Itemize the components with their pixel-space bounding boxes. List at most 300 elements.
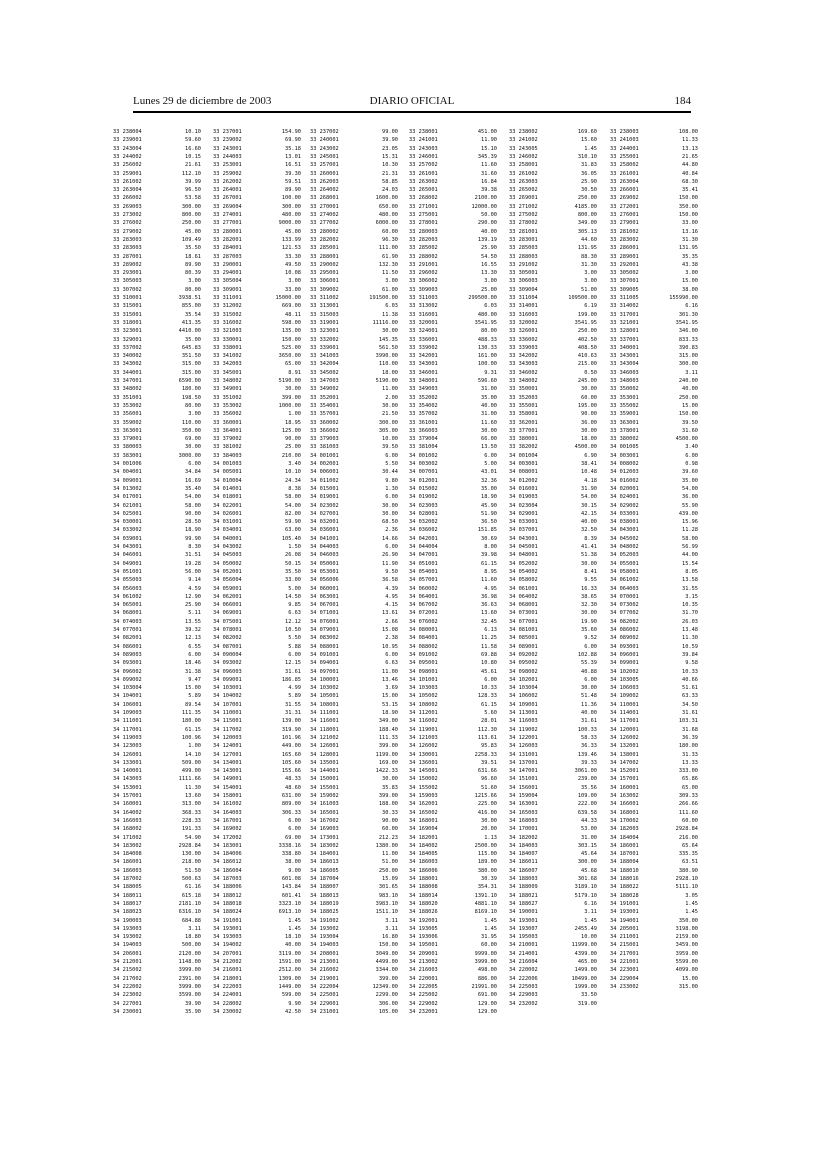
- row-value: 186.85: [281, 676, 301, 683]
- row-code: 33 282002: [310, 236, 339, 243]
- row-value: 48.33: [285, 776, 301, 783]
- row-code: 34 022001: [213, 502, 242, 509]
- row-value: 23.05: [382, 145, 398, 152]
- row-code: 34 207001: [213, 950, 242, 957]
- row-code: 34 154001: [213, 784, 242, 791]
- row-code: 34 114001: [610, 710, 639, 716]
- row-value: 100.00: [281, 195, 301, 202]
- row-value: 31.83: [581, 162, 597, 169]
- row-code: 33 360002: [310, 419, 339, 426]
- row-code: 34 213002: [409, 959, 438, 965]
- row-value: 50.00: [481, 212, 497, 218]
- row-value: 5190.00: [375, 378, 398, 384]
- row-code: 34 184005: [409, 851, 438, 858]
- row-value: 30.00: [382, 402, 398, 409]
- row-value: 61.15: [481, 560, 497, 567]
- row-code: 33 257002: [409, 162, 438, 169]
- row-value: 305.00: [378, 427, 398, 434]
- row-code: 33 380002: [610, 436, 639, 443]
- row-value: 3.00: [584, 270, 597, 277]
- row-value: 111.35: [181, 710, 201, 716]
- row-value: 191.33: [181, 826, 201, 833]
- row-code: 33 311003: [409, 295, 438, 301]
- row-value: 30.00: [581, 560, 597, 567]
- row-code: 34 053001: [310, 568, 339, 575]
- row-value: 53.00: [581, 826, 597, 833]
- row-value: 449.00: [281, 743, 301, 750]
- row-code: 34 119002: [509, 726, 538, 733]
- row-code: 34 073001: [509, 610, 538, 617]
- row-code: 33 269003: [113, 203, 142, 210]
- row-value: 499.00: [181, 768, 201, 775]
- row-value: 4185.00: [574, 203, 597, 210]
- row-code: 34 041001: [310, 535, 339, 542]
- row-value: 35.83: [382, 784, 398, 791]
- row-code: 34 188027: [509, 900, 538, 907]
- row-code: 33 379001: [113, 436, 142, 443]
- row-value: 35.00: [185, 336, 201, 343]
- row-code: 33 261001: [409, 170, 438, 177]
- row-code: 34 081001: [509, 627, 538, 633]
- row-code: 34 194003: [310, 942, 339, 949]
- row-code: 33 279002: [113, 228, 142, 235]
- row-value: 128.33: [477, 693, 497, 700]
- row-value: 150.00: [378, 942, 398, 949]
- row-code: 34 186001: [610, 842, 639, 849]
- row-code: 34 150002: [409, 776, 438, 783]
- row-code: 34 191002: [310, 917, 339, 924]
- row-value: 105.40: [281, 535, 301, 542]
- row-code: 33 340002: [113, 353, 142, 360]
- row-value: 65.00: [285, 361, 301, 368]
- row-value: 413.35: [181, 319, 201, 326]
- row-code: 34 169003: [310, 826, 339, 833]
- row-value: 3938.51: [178, 295, 201, 301]
- row-value: 8.95: [484, 568, 497, 575]
- row-value: 8.00: [484, 544, 497, 550]
- row-value: 39.90: [185, 1000, 201, 1007]
- row-code: 33 269001: [509, 195, 538, 202]
- row-value: 2512.00: [278, 967, 301, 974]
- row-code: 34 055001: [610, 560, 639, 567]
- row-code: 34 109003: [113, 710, 142, 716]
- row-value: 300.00: [281, 203, 301, 210]
- row-value: 1.45: [288, 925, 301, 932]
- row-code: 34 138001: [610, 751, 639, 758]
- row-value: 1511.10: [375, 909, 398, 916]
- row-code: 34 188025: [310, 909, 339, 916]
- row-code: 34 188003: [509, 876, 538, 882]
- row-value: 30.00: [285, 386, 301, 393]
- row-code: 33 343001: [409, 361, 438, 368]
- row-code: 34 184001: [310, 851, 339, 858]
- row-code: 34 165001: [310, 809, 339, 816]
- row-value: 315.00: [678, 353, 698, 360]
- row-code: 33 384003: [213, 452, 242, 459]
- row-code: 33 346002: [509, 369, 538, 376]
- row-value: 139.19: [477, 236, 497, 243]
- row-code: 34 065001: [113, 602, 142, 609]
- row-value: 30.00: [382, 510, 398, 517]
- row-value: 26.03: [682, 618, 698, 625]
- row-value: 32.50: [581, 527, 597, 534]
- row-value: 639.58: [577, 809, 597, 816]
- row-code: 34 227001: [113, 1000, 142, 1007]
- row-value: 31.31: [285, 710, 301, 716]
- row-code: 34 147002: [610, 759, 639, 766]
- row-code: 33 272001: [610, 203, 639, 210]
- row-value: 39.51: [481, 759, 497, 766]
- row-code: 33 346001: [409, 369, 438, 376]
- row-code: 34 085001: [509, 635, 538, 642]
- row-value: 6.55: [188, 643, 201, 650]
- row-code: 34 012003: [610, 469, 639, 476]
- row-code: 33 268001: [310, 195, 339, 202]
- row-code: 34 110001: [610, 701, 639, 708]
- row-code: 34 123003: [113, 743, 142, 750]
- row-value: 13.61: [382, 610, 398, 617]
- row-code: 34 188013: [310, 892, 339, 899]
- row-value: 250.00: [577, 328, 597, 335]
- row-code: 34 212001: [113, 959, 142, 965]
- row-value: 1380.00: [375, 842, 398, 849]
- row-value: 132.30: [378, 261, 398, 268]
- row-value: 645.83: [181, 344, 201, 351]
- row-value: 5.00: [484, 461, 497, 467]
- row-value: 58.00: [682, 535, 698, 542]
- row-code: 33 296002: [409, 270, 438, 277]
- row-code: 33 339001: [310, 344, 339, 351]
- row-code: 34 109001: [509, 701, 538, 708]
- row-code: 33 291002: [509, 261, 538, 268]
- row-value: 8.05: [685, 568, 698, 575]
- row-value: 131.95: [577, 245, 597, 252]
- row-code: 33 244001: [610, 145, 639, 152]
- row-code: 34 186003: [409, 859, 438, 866]
- row-value: 4.15: [385, 602, 398, 609]
- row-code: 33 288001: [310, 253, 339, 260]
- row-code: 34 213001: [310, 959, 339, 965]
- row-value: 139.00: [281, 718, 301, 725]
- row-code: 34 233002: [610, 983, 639, 990]
- row-code: 33 348003: [610, 378, 639, 384]
- row-code: 33 259002: [213, 170, 242, 177]
- row-value: 38.65: [581, 593, 597, 600]
- row-value: 399.00: [378, 793, 398, 799]
- row-value: 631.00: [281, 793, 301, 799]
- row-code: 34 013002: [113, 485, 142, 492]
- row-value: 301.68: [577, 876, 597, 882]
- row-code: 33 307001: [610, 278, 639, 285]
- row-value: 6.00: [188, 651, 201, 658]
- row-code: 33 359001: [610, 411, 639, 418]
- row-code: 33 382002: [509, 444, 538, 451]
- row-value: 36.50: [481, 519, 497, 526]
- row-value: 61.00: [382, 286, 398, 293]
- row-value: 1.00: [188, 743, 201, 750]
- row-value: 53.15: [382, 701, 398, 708]
- row-value: 2.36: [385, 527, 398, 534]
- row-code: 34 071001: [310, 610, 339, 617]
- row-value: 188.40: [378, 726, 398, 733]
- row-code: 34 056003: [113, 585, 142, 592]
- row-value: 408.50: [577, 344, 597, 351]
- row-code: 33 339002: [409, 344, 438, 351]
- row-value: 439.00: [678, 510, 698, 517]
- row-value: 4500.00: [675, 436, 698, 443]
- row-code: 34 215001: [610, 942, 639, 949]
- row-code: 33 288002: [409, 253, 438, 260]
- row-code: 33 264001: [213, 187, 242, 194]
- row-value: 65.00: [682, 784, 698, 791]
- row-value: 5.88: [288, 643, 301, 650]
- row-value: 68.30: [682, 178, 698, 185]
- row-code: 34 219001: [310, 975, 339, 982]
- row-code: 33 287001: [113, 253, 142, 260]
- row-code: 34 070001: [610, 593, 639, 600]
- row-code: 33 354001: [310, 402, 339, 409]
- row-value: 299500.00: [468, 295, 497, 301]
- row-code: 33 341002: [213, 353, 242, 360]
- row-code: 33 356002: [213, 411, 242, 418]
- row-value: 59.60: [185, 137, 201, 144]
- row-code: 34 095002: [509, 660, 538, 667]
- row-value: 58.33: [581, 734, 597, 741]
- row-code: 33 295001: [310, 270, 339, 277]
- row-code: 34 225002: [409, 992, 438, 999]
- row-value: 34.50: [682, 701, 698, 708]
- row-value: 1111.66: [178, 776, 201, 783]
- row-value: 8169.10: [474, 909, 497, 916]
- row-code: 33 270001: [310, 203, 339, 210]
- row-code: 34 128001: [310, 751, 339, 758]
- row-value: 43.38: [682, 261, 698, 268]
- row-code: 34 188001: [409, 876, 438, 882]
- header-title: DIARIO OFICIAL: [369, 95, 455, 107]
- row-code: 34 119003: [113, 734, 142, 741]
- row-code: 34 011002: [310, 477, 339, 484]
- row-code: 34 109002: [610, 693, 639, 700]
- row-value: 35.54: [185, 311, 201, 318]
- row-value: 1148.00: [178, 959, 201, 965]
- row-code: 34 019001: [310, 494, 339, 501]
- row-code: 34 161003: [310, 801, 339, 808]
- row-code: 34 188008: [409, 884, 438, 891]
- row-code: 33 337002: [113, 344, 142, 351]
- row-value: 11.60: [481, 577, 497, 584]
- row-value: 809.00: [281, 801, 301, 808]
- row-code: 33 309003: [409, 286, 438, 293]
- row-value: 266.66: [678, 801, 698, 808]
- row-code: 34 015002: [409, 485, 438, 492]
- row-value: 18.00: [581, 436, 597, 443]
- row-code: 33 354002: [409, 402, 438, 409]
- row-value: 34.84: [185, 469, 201, 476]
- row-code: 33 275002: [509, 212, 538, 218]
- row-code: 34 023004: [509, 502, 538, 509]
- row-code: 34 077001: [113, 627, 142, 633]
- row-code: 34 095001: [409, 660, 438, 667]
- row-code: 34 004001: [113, 469, 142, 476]
- row-value: 3049.00: [375, 950, 398, 957]
- row-code: 34 089002: [610, 635, 639, 642]
- row-value: 6590.00: [178, 378, 201, 384]
- row-code: 33 283002: [610, 236, 639, 243]
- row-value: 145.35: [378, 336, 398, 343]
- row-value: 5179.10: [574, 892, 597, 899]
- row-value: 24.03: [382, 187, 398, 194]
- row-code: 34 168001: [409, 817, 438, 824]
- row-code: 34 044004: [409, 544, 438, 550]
- row-value: 11116.00: [372, 319, 398, 326]
- row-code: 33 274001: [213, 212, 242, 218]
- row-code: 34 089001: [509, 643, 538, 650]
- row-code: 34 170002: [610, 817, 639, 824]
- row-code: 34 194001: [610, 917, 639, 924]
- row-value: 150.00: [678, 411, 698, 418]
- row-value: 601.41: [281, 892, 301, 899]
- row-value: 44.33: [581, 817, 597, 824]
- row-code: 34 170001: [509, 826, 538, 833]
- row-code: 34 130001: [409, 751, 438, 758]
- row-code: 34 187003: [213, 876, 242, 882]
- row-value: 35.40: [185, 485, 201, 492]
- row-code: 34 096002: [113, 668, 142, 675]
- row-code: 33 358001: [509, 411, 538, 418]
- row-value: 12.90: [185, 593, 201, 600]
- row-code: 33 284001: [213, 245, 242, 252]
- row-value: 306.33: [281, 809, 301, 816]
- row-value: 12000.00: [471, 203, 497, 210]
- row-value: 45.90: [481, 502, 497, 509]
- row-value: 380.90: [678, 867, 698, 874]
- row-value: 349.00: [378, 718, 398, 725]
- row-code: 34 216001: [213, 967, 242, 974]
- row-code: 33 238003: [610, 129, 639, 135]
- row-code: 34 117002: [213, 726, 242, 733]
- row-code: 34 054002: [509, 568, 538, 575]
- row-value: 129.00: [477, 1000, 497, 1007]
- row-value: 188.00: [378, 801, 398, 808]
- row-value: 983.10: [378, 892, 398, 899]
- row-code: 33 314002: [610, 303, 639, 310]
- row-code: 34 143003: [113, 776, 142, 783]
- row-value: 5190.00: [278, 378, 301, 384]
- row-value: 3.11: [188, 925, 201, 932]
- row-value: 69.00: [185, 436, 201, 443]
- row-code: 34 073002: [610, 602, 639, 609]
- row-value: 210.00: [281, 452, 301, 459]
- row-value: 54.00: [682, 485, 698, 492]
- row-code: 33 305004: [213, 278, 242, 285]
- row-value: 13.13: [682, 145, 698, 152]
- row-code: 33 352002: [409, 394, 438, 401]
- row-value: 180.00: [678, 743, 698, 750]
- row-value: 2258.33: [474, 751, 497, 758]
- row-code: 34 193007: [509, 925, 538, 932]
- row-value: 11.60: [481, 162, 497, 169]
- row-value: 39.33: [581, 759, 597, 766]
- row-value: 54.50: [481, 253, 497, 260]
- row-value: 1.45: [484, 925, 497, 932]
- row-value: 32.30: [581, 602, 597, 609]
- row-value: 16.33: [581, 585, 597, 592]
- row-value: 112.30: [477, 726, 497, 733]
- row-code: 33 343004: [610, 361, 639, 368]
- row-value: 6.00: [484, 676, 497, 683]
- row-code: 33 291001: [409, 261, 438, 268]
- row-code: 34 193002: [113, 934, 142, 941]
- row-code: 33 305002: [610, 270, 639, 277]
- row-code: 33 238001: [409, 129, 438, 135]
- row-value: 300.00: [678, 361, 698, 368]
- row-value: 3000.00: [178, 452, 201, 459]
- row-code: 34 186006: [409, 867, 438, 874]
- row-value: 5599.00: [675, 959, 698, 965]
- row-code: 34 108002: [409, 701, 438, 708]
- row-code: 33 337001: [610, 336, 639, 343]
- row-value: 39.98: [481, 552, 497, 559]
- row-value: 30.00: [382, 502, 398, 509]
- row-value: 601.08: [281, 876, 301, 882]
- row-value: 100.00: [477, 361, 497, 368]
- row-code: 34 122001: [509, 734, 538, 741]
- row-code: 33 381002: [213, 444, 242, 451]
- row-value: 0.98: [685, 461, 698, 467]
- row-value: 30.00: [581, 685, 597, 692]
- row-code: 33 353002: [213, 402, 242, 409]
- row-value: 63.51: [682, 859, 698, 866]
- row-value: 51.90: [481, 510, 497, 517]
- row-code: 34 064003: [610, 585, 639, 592]
- row-value: 19.90: [581, 618, 597, 625]
- row-code: 34 188006: [213, 884, 242, 891]
- row-code: 34 061002: [113, 593, 142, 600]
- row-code: 34 194003: [113, 942, 142, 949]
- row-value: 59.90: [285, 519, 301, 526]
- row-value: 31.60: [481, 170, 497, 177]
- row-value: 65.64: [682, 842, 698, 849]
- row-code: 34 163001: [509, 801, 538, 808]
- row-code: 33 381004: [409, 444, 438, 451]
- row-code: 34 051001: [409, 560, 438, 567]
- row-code: 33 349001: [213, 386, 242, 393]
- row-value: 8.38: [288, 485, 301, 492]
- row-code: 34 029002: [610, 502, 639, 509]
- row-value: 3338.16: [278, 842, 301, 849]
- row-code: 33 381003: [310, 444, 339, 451]
- row-value: 10.15: [185, 153, 201, 160]
- row-code: 34 193003: [213, 934, 242, 941]
- row-value: 58.00: [185, 502, 201, 509]
- row-code: 33 380001: [509, 436, 538, 443]
- row-value: 855.00: [181, 303, 201, 310]
- row-value: 800.00: [181, 212, 201, 218]
- row-code: 33 348002: [509, 378, 538, 384]
- row-value: 151.85: [477, 527, 497, 534]
- row-value: 6.63: [385, 660, 398, 667]
- row-value: 15.00: [382, 693, 398, 700]
- row-value: 2.38: [385, 635, 398, 642]
- row-code: 34 093001: [610, 643, 639, 650]
- row-value: 350.00: [678, 917, 698, 924]
- header-page-number: 184: [674, 95, 691, 107]
- row-code: 34 061002: [610, 577, 639, 584]
- row-value: 36.98: [481, 593, 497, 600]
- row-value: 15.00: [682, 402, 698, 409]
- row-value: 35.18: [285, 145, 301, 152]
- row-code: 34 120001: [610, 726, 639, 733]
